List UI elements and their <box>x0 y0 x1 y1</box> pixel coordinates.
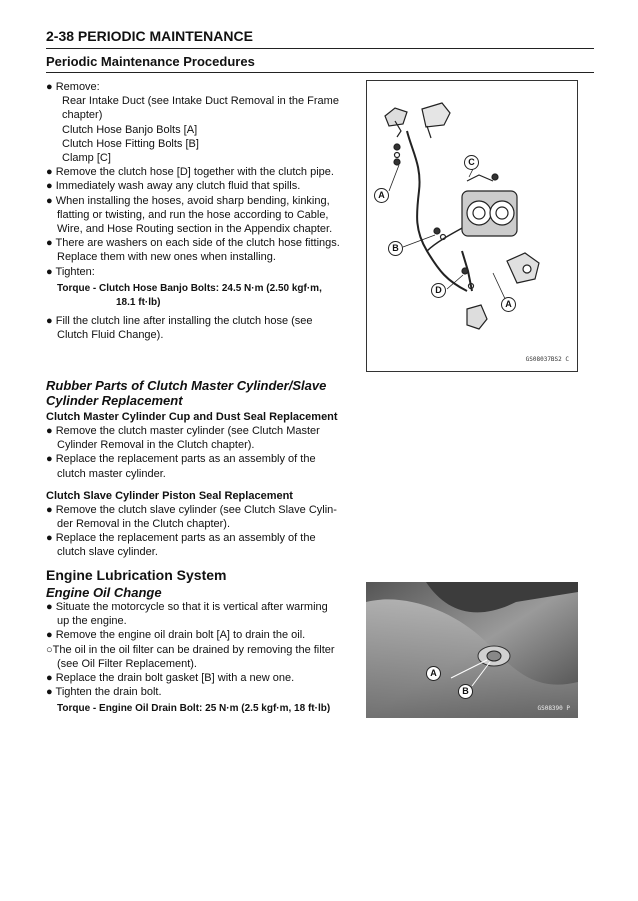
oil-note <box>46 643 351 657</box>
bullet: ● <box>46 314 53 327</box>
piston-seal-heading: Clutch Slave Cylinder Piston Seal Replacement <box>46 489 293 502</box>
oil-step <box>46 685 351 699</box>
bullet: ● <box>46 237 53 250</box>
step-text: clutch slave cylinder. <box>57 546 158 559</box>
clutch-hose-figure <box>366 80 578 372</box>
engine-lube-section <box>46 566 351 716</box>
bullet: ● <box>46 672 53 685</box>
callout-a: A <box>501 297 516 312</box>
remove-item: Clutch Hose Banjo Bolts [A] <box>62 123 198 136</box>
note-symbol: ○ <box>46 643 53 656</box>
note-text: The oil in the oil filter can be drained by removing the filter <box>52 643 335 656</box>
bullet: ● <box>46 629 53 642</box>
step-text: Situate the motorcycle so that it is vertical after warming <box>55 601 328 613</box>
piston-step <box>46 531 351 545</box>
step-text: Tighten the drain bolt. <box>55 686 162 699</box>
step-install <box>46 194 351 208</box>
bullet: ● <box>46 180 53 193</box>
step-text: Immediately wash away any clutch fluid that spills. <box>55 180 301 193</box>
step-text: Remove the engine oil drain bolt [A] to drain the oil. <box>55 629 306 642</box>
header-rule <box>46 48 594 49</box>
step-text: der Removal in the Clutch chapter). <box>57 518 231 531</box>
section-title: Periodic Maintenance Procedures <box>46 54 255 69</box>
oil-drain-illustration <box>366 582 578 718</box>
callout-a: A <box>374 188 389 203</box>
cup-seal-heading: Clutch Master Cylinder Cup and Dust Seal Replacement <box>46 411 338 423</box>
figure-code: GS08037BS2 C <box>525 356 569 363</box>
bullet: ● <box>46 503 53 516</box>
clutch-hose-section <box>46 80 351 342</box>
bullet: ● <box>46 166 53 179</box>
step-text: Tighten: <box>55 265 95 278</box>
bullet: ● <box>46 601 53 613</box>
step-text: Replace the drain bolt gasket [B] with a new one. <box>55 672 295 685</box>
piston-step <box>46 503 351 517</box>
torque-spec-cont: 18.1 ft·lb) <box>116 296 161 308</box>
page-header <box>46 27 594 73</box>
oil-step <box>46 600 351 614</box>
step-text: Fill the clutch line after installing the clutch hose (see <box>55 314 313 327</box>
callout-c: C <box>464 155 479 170</box>
remove-item: Clutch Hose Fitting Bolts [B] <box>62 137 199 150</box>
clutch-hose-diagram <box>367 81 577 371</box>
step-text: Replace them with new ones when installing. <box>57 251 276 264</box>
step-text: Cylinder Removal in the Clutch chapter). <box>57 439 255 452</box>
step-text: When installing the hoses, avoid sharp bending, kinking, <box>55 194 330 207</box>
section-rule <box>46 72 594 73</box>
oil-step <box>46 628 351 642</box>
step-text: clutch master cylinder. <box>57 467 166 480</box>
rubber-parts-heading-cont: Cylinder Replacement <box>46 393 183 408</box>
step-wash <box>46 179 351 193</box>
step-text: flatting or twisting, and run the hose according to Cable, <box>57 208 329 221</box>
step-text: Remove the clutch hose [D] together with the clutch pipe. <box>55 166 334 179</box>
torque-spec: Torque - Engine Oil Drain Bolt: 25 N·m (2.5 kgf·m, 18 ft·lb) <box>57 703 331 715</box>
step-text: Wire, and Hose Routing section in the Appendix chapter. <box>57 223 333 236</box>
engine-lube-heading: Engine Lubrication System <box>46 567 227 583</box>
note-text: (see Oil Filter Replacement). <box>57 657 197 670</box>
remove-item: Clamp [C] <box>62 152 111 165</box>
remove-step <box>46 80 351 94</box>
step-washers <box>46 236 351 250</box>
cup-step <box>46 424 351 438</box>
step-remove-hose <box>46 165 351 179</box>
step-text: Remove the clutch slave cylinder (see Clutch Slave Cylin- <box>55 503 337 516</box>
step-text: Remove the clutch master cylinder (see Clutch Master <box>55 425 320 437</box>
step-tighten <box>46 265 351 279</box>
step-text: There are washers on each side of the clutch hose fittings. <box>55 237 340 250</box>
rubber-parts-section <box>46 378 351 560</box>
bullet: ● <box>46 453 53 466</box>
remove-item: chapter) <box>62 109 103 122</box>
oil-drain-photo <box>366 582 578 718</box>
bullet: ● <box>46 194 53 207</box>
step-text: Replace the replacement parts as an assembly of the <box>55 532 316 545</box>
page-title: 2-38 PERIODIC MAINTENANCE <box>46 28 253 44</box>
torque-spec: Torque - Clutch Hose Banjo Bolts: 24.5 N·m (2.50 kgf·m, <box>57 282 322 294</box>
bullet: ● <box>46 425 53 437</box>
step-text: up the engine. <box>57 615 127 628</box>
callout-a: A <box>426 666 441 681</box>
figure-code: GS08390 P <box>537 705 570 712</box>
step-text: Replace the replacement parts as an assembly of the <box>55 453 316 466</box>
remove-label: Remove: <box>55 81 100 93</box>
rubber-parts-heading: Rubber Parts of Clutch Master Cylinder/Slave <box>46 378 327 393</box>
engine-oil-change-heading: Engine Oil Change <box>46 585 162 600</box>
cup-step <box>46 452 351 466</box>
callout-b: B <box>458 684 473 699</box>
callout-d: D <box>431 283 446 298</box>
step-fill <box>46 314 351 328</box>
bullet: ● <box>46 265 53 278</box>
oil-step <box>46 671 351 685</box>
bullet: ● <box>46 81 53 93</box>
step-text: Clutch Fluid Change). <box>57 329 164 342</box>
remove-item: Rear Intake Duct (see Intake Duct Removal in the Frame <box>62 95 339 108</box>
callout-b: B <box>388 241 403 256</box>
bullet: ● <box>46 532 53 545</box>
bullet: ● <box>46 686 53 699</box>
